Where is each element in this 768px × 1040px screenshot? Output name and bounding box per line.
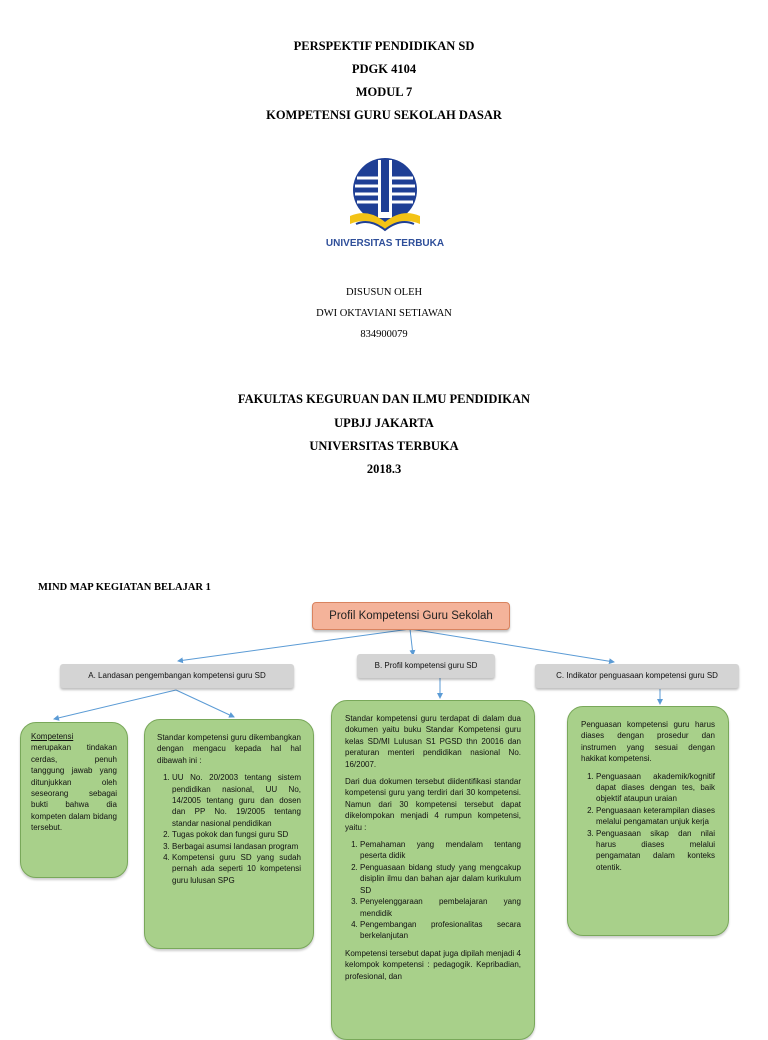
title-line-4: KOMPETENSI GURU SEKOLAH DASAR: [266, 108, 502, 122]
title-line-1: PERSPEKTIF PENDIDIKAN SD: [293, 39, 475, 53]
author-label: DISUSUN OLEH: [345, 287, 423, 298]
faculty-line-3: UNIVERSITAS TERBUKA: [309, 439, 459, 453]
box-c-item-1: 1. Penguasaan akademik/kognitif dapat diases dengan tes, baik objektif ataupun uraian: [596, 771, 715, 805]
mindmap-root: Profil Kompetensi Guru Sekolah: [312, 602, 510, 630]
box-a1-term: Kompetensi: [31, 732, 74, 741]
title-line-2: PDGK 4104: [351, 62, 417, 76]
branch-c: C. Indikator penguasaan kompetensi guru SD: [535, 664, 739, 688]
box-indikator-penguasaan: [567, 706, 729, 936]
author-nim: 834900079: [360, 329, 408, 340]
box-b-p3: Kompetensi tersebut dapat juga dipilah menjadi 4 kelompok kompetensi : pedagogik. Kepribadian, profesional, dan: [345, 948, 521, 981]
title-line-3: MODUL 7: [355, 85, 413, 99]
box-a1-text: merupakan tindakan cerdas, penuh tanggung jawab yang ditunjukkan oleh seseorang sebagai bukti bahwa dia kompeten dalam bidang tersebut.: [31, 743, 117, 833]
logo-text: UNIVERSITAS TERBUKA: [325, 238, 445, 249]
author-name: DWI OKTAVIANI SETIAWAN: [316, 308, 452, 319]
box-a2-item-4: 4. Kompetensi guru SD yang sudah pernah ada seperti 10 kompetensi guru lulusan SPG: [172, 852, 301, 886]
branch-b: B. Profil kompetensi guru SD: [357, 654, 495, 678]
box-a2-intro: Standar kompetensi guru dikembangkan dengan mengacu kepada hal hal dibawah ini :: [157, 733, 301, 765]
box-b-item-4: 4. Pengembangan profesionalitas secara berkelanjutan: [360, 919, 521, 942]
box-c-item-2: 2. Penguasaan keterampilan diases melalui pengamatan unjuk kerja: [596, 805, 715, 828]
box-standar-kompetensi: [144, 719, 314, 949]
faculty-line-2: UPBJJ JAKARTA: [334, 416, 434, 430]
box-b-p2: Dari dua dokumen tersebut diidentifikasi standar kompetensi guru yang terdiri dari 30 kompetensi. Namun dari 30 kompetensi tersebut dapat dikelompokan menjadi 4 rumpun kompetensi, yaitu :: [345, 777, 521, 832]
faculty-line-4: 2018.3: [366, 462, 402, 476]
box-b-item-2: 2. Penguasaan bidang study yang mengcakup disiplin ilmu dan bahan ajar dalam kurikulum SD: [360, 862, 521, 896]
box-b-p1: Standar kompetensi guru terdapat di dalam dua dokumen yaitu buku Standar Kompetensi guru kelas SD/MI Lulusan S1 PGSD thn 20016 dan peraturan menteri pendidikan nasional No. 16/2007.: [345, 714, 521, 769]
mindmap-heading: MIND MAP KEGIATAN BELAJAR 1: [38, 582, 211, 593]
box-profil-kompetensi: [331, 700, 535, 1040]
branch-a: A. Landasan pengembangan kompetensi guru SD: [60, 664, 294, 688]
box-a2-item-1: 1. UU No. 20/2003 tentang sistem pendidikan nasional, UU No, 14/2005 tentang guru dan dosen dan PP No. 19/2005 tentang standar nasional pendidikan: [172, 772, 301, 829]
box-a2-item-3: 3. Berbagai asumsi landasan program: [172, 841, 301, 852]
box-b-item-3: 3. Penyelenggaraan pembelajaran yang mendidik: [360, 896, 521, 919]
faculty-line-1: FAKULTAS KEGURUAN DAN ILMU PENDIDIKAN: [237, 392, 531, 406]
box-b-item-1: 1. Pemahaman yang mendalam tentang peserta didik: [360, 839, 521, 862]
box-kompetensi-definition: [20, 722, 128, 878]
box-c-item-3: 3. Penguasaan sikap dan nilai harus diases melalui pengamatan dalam konteks otentik.: [596, 828, 715, 874]
box-c-intro: Penguasan kompetensi guru harus diases dengan prosedur dan instrumen yang sesuai dengan hakikat kompetensi.: [581, 720, 715, 764]
box-a2-item-2: 2. Tugas pokok dan fungsi guru SD: [172, 829, 301, 840]
